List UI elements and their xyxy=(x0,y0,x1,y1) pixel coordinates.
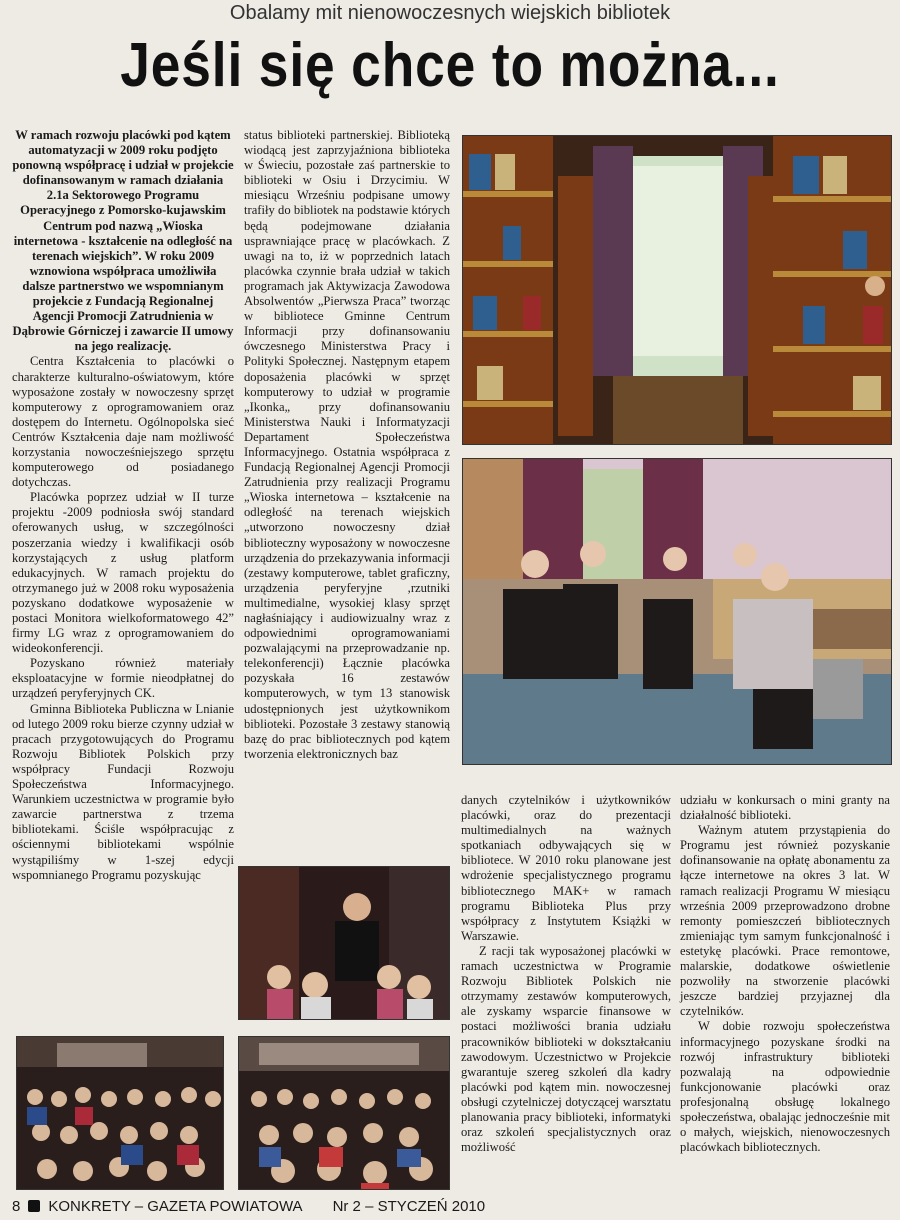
issue-info: Nr 2 – STYCZEŃ 2010 xyxy=(332,1197,486,1215)
paragraph: danych czytelników i użytkowników placówki, oraz do prezentacji multimedialnych na ważnych spotkaniach odbywających się w bibliotece. W 2010 roku planowane jest wdrożenie specjalistycznego programu bibliotecznego MAK+ w ramach programu Biblioteka Plus przy współpracy z Instytutem Książki w Warszawie. xyxy=(461,793,671,943)
audience-photo-left xyxy=(16,1036,224,1190)
column-2 xyxy=(244,128,450,762)
paragraph: Ważnym atutem przystąpienia do Programu jest również pozyskanie dofinansowanie na opłatę abonamentu za łącze internetowe na okres 3 lat. W ramach realizacji Programu W miesiącu września 2009 przeprowadzono drobne remonty pomieszczeń bibliotecznych zmieniając tym samym funkcjonalność i estetykę placówki. Prace remontowe, malarskie, dodatkowe oświetlenie pozwoliły na stworzenie placówki jeszcze bardziej przyjaznej dla czytelników. xyxy=(680,823,890,1019)
paragraph: udziału w konkursach o mini granty na działalność biblioteki. xyxy=(680,793,890,823)
page-number: 8 xyxy=(12,1197,21,1215)
paragraph: W dobie rozwoju społeczeństwa informacyjnego pozyskane środki na rozwój infrastruktury biblioteki pozwalają na odpowiednie funkcjonowanie placówki oraz profesjonalną obsługę lokalnego społeczeństwa, obalając jednocześnie mit o małych, wiejskich, nienowoczesnych placówkach bibliotecznych. xyxy=(680,1019,890,1155)
headline: Jeśli się chce to można... xyxy=(120,31,780,100)
paragraph: Z racji tak wyposażonej placówki w ramach uczestnictwa w Programie Rozwoju Bibliotek Polskich nie otrzymamy zestawów komputerowych, ale zyskamy wsparcie finansowe w postaci możliwości brania udziału pracowników biblioteki w dokształcaniu zawodowym. Uczestnictwo w Projekcie gwarantuje szereg szkoleń dla kadry placówki pod kątem min. nowoczesnej obsługi czytelniczej dotyczącej warsztatu planowania pracy biblioteki, informatyki oraz szkoleń specjalistycznych oraz możliwość xyxy=(461,943,671,1155)
paragraph: Gminna Biblioteka Publiczna w Lnianie od lutego 2009 roku bierze czynny udział w pracach przygotowujących do Programu Rozwoju Bibliotek Polskich przy współpracy Fundacji Rozwoju Społeczeństwa Informacyjnego. Warunkiem uczestnictwa w programie było zawarcie partnerstwa z trzema bibliotekami. Ściśle współpracując z ościennymi bibliotekami wspólnie wystąpiliśmy w 1-szej edycji wspomnianego Programu pozyskując xyxy=(12,701,234,882)
column-1 xyxy=(12,128,234,883)
computer-room-photo xyxy=(462,458,892,765)
newspaper-name: KONKRETY – GAZETA POWIATOWA xyxy=(48,1197,303,1215)
children-reading-photo xyxy=(238,866,450,1020)
page-footer xyxy=(12,1196,892,1216)
column-4 xyxy=(680,793,890,1155)
audience-photo-right xyxy=(238,1036,450,1190)
paragraph: status biblioteki partnerskiej. Biblioteką wiodącą jest zaprzyjaźniona biblioteka w Świeciu, pozostałe zaś partnerskie to biblioteki w Osiu i Drzycimiu. W miesiącu Wrześniu podpisane umowy trafiły do bibliotek na podstawie których będą podejmowane działania usprawniające pracę w placówkach. Z uwagi na to, iż w poprzednich latach placówka czynnie brała udział w takich programach jak Aktywizacja Zawodowa Absolwentów „Pierwsza Praca” tworząc w bibliotece Gminne Centrum Informacji przy dofinansowaniu ówczesnego Ministerstwa Pracy i Polityki Społecznej. Następnym etapem doposażenia placówki w sprzęt komputerowy to udział w programie „Ikonka„ przy dofinansowaniu Ministerstwa Nauki i Informatyzacji Departament Społeczeństwa Informacyjnego. Ostatnia współpraca z Fundacją Regionalnej Agencji Promocji Zatrudnienia przy realizacji Programu „Wioska internetowa – kształcenie na odległość na terenach wiejskich „utworzono nowoczesny dział biblioteczny wyposażony w nowoczesne urządzenia do przekazywania informacji (zestawy komputerowe, tablet graficzny, urządzenia peryferyjne ,rzutniki multimedialne, wysokiej klasy sprzęt nagłaśniający i audiowizualny wraz z odpowiednimi oprogramowaniami pozwalającymi na przeprowadzanie np. telekonferencji) Łącznie placówka pozyskała 16 zestawów komputerowych, w tym 13 stanowisk udostępnionych jest użytkownikom biblioteki. Pozostałe 3 zestawy stanowią bazę do prac bibliotecznych pod kątem tworzenia elektronicznych baz xyxy=(244,128,450,761)
square-bullet-icon xyxy=(28,1200,40,1212)
column-3 xyxy=(461,793,671,1155)
library-shelves-photo xyxy=(462,135,892,445)
paragraph: Placówka poprzez udział w II turze projektu -2009 podniosła swój standard oferowanych usług, w szczególności poszerzania wiedzy i kwalifikacji osób korzystających z usług platform edukacyjnych. W ramach projektu do otrzymanego już w 2008 roku wyposażenia pozyskano dodatkowe wyposażenie w postaci Monitora wielkoformatowego 42” firmy LG wraz z oprogramowaniem do wideokonferencji. xyxy=(12,490,234,656)
lead-paragraph: W ramach rozwoju placówki pod kątem automatyzacji w 2009 roku podjęto ponowną współpracę i udział w projekcie dofinansowanym w ramach działania 2.1a Sektorowego Programu Operacyjnego z Pomorsko-kujawskim Centrum pod nazwą „Wioska internetowa - kształcenie na odległość na terenach wiejskich”. W roku 2009 wznowiona współpraca umożliwiła dalsze partnerstwo we wspomnianym projekcie z Fundacją Regionalnej Agencji Promocji Zatrudnienia w Dąbrowie Górniczej i zawarcie II umowy na jego realizację. xyxy=(12,128,234,354)
paragraph: Centra Kształcenia to placówki o charakterze kulturalno-oświatowym, które wyposażone zostały w nowoczesny sprzęt komputerowy z oprogramowaniem oraz dostępem do Internetu. Ogólnopolska sieć Centrów Kształcenia daje nam możliwość korzystania nowocześniejszego sprzętu komputerowego od posiadanego dotychczas. xyxy=(12,354,234,490)
paragraph: Pozyskano również materiały eksploatacyjne w formie nieodpłatnej do urządzeń peryferyjnych CK. xyxy=(12,656,234,701)
kicker: Obalamy mit nienowoczesnych wiejskich bibliotek xyxy=(229,2,671,24)
